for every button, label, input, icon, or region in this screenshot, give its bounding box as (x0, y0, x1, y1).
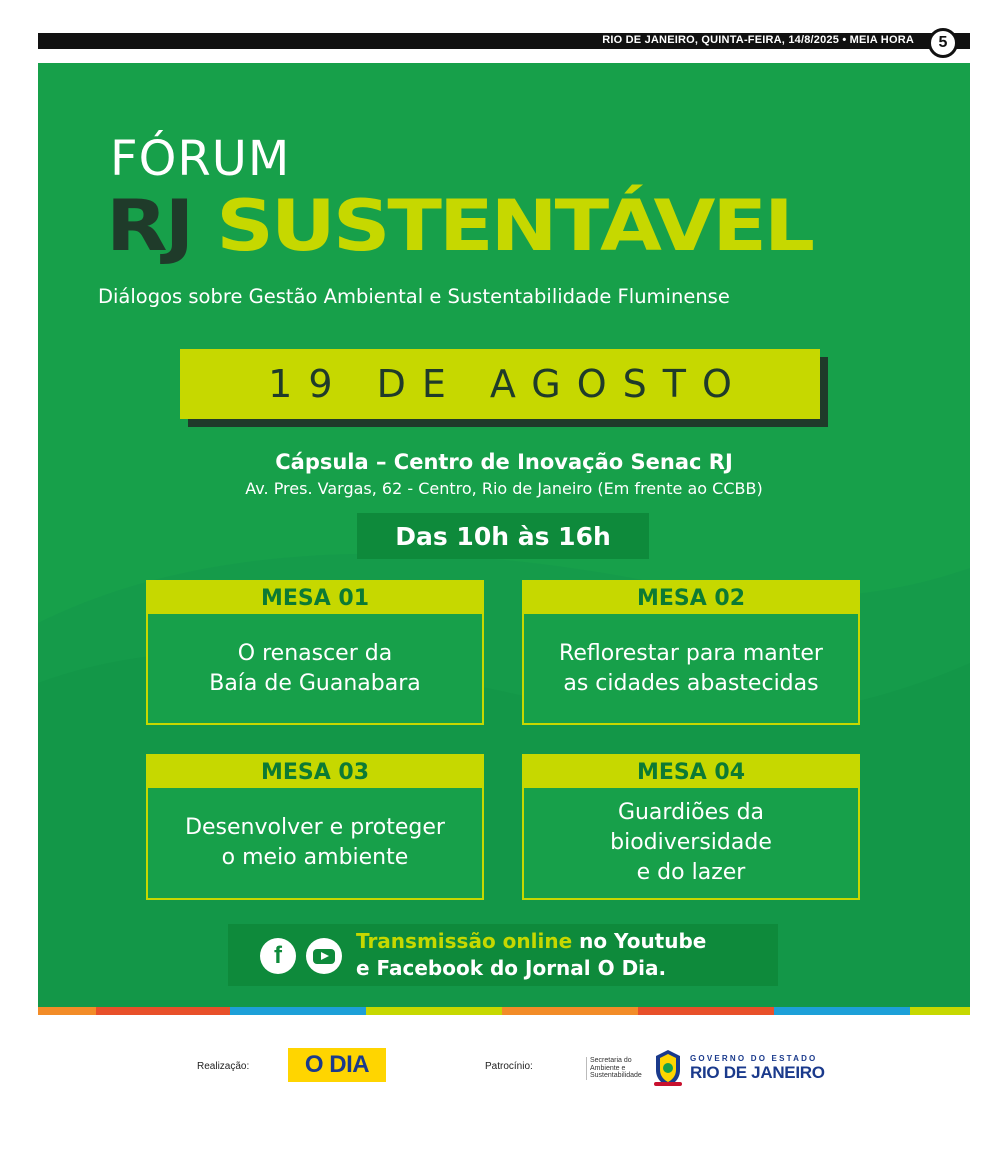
secretaria-line: Sustentabilidade (590, 1072, 642, 1080)
time-box (357, 513, 649, 559)
gov-line-1: GOVERNO DO ESTADO (690, 1054, 818, 1063)
mesa-topic (524, 788, 858, 898)
mesa-label: MESA 04 (524, 756, 858, 788)
mesa-label: MESA 03 (148, 756, 482, 788)
subtitle: Diálogos sobre Gestão Ambiental e Sustentabilidade Fluminense (98, 285, 730, 308)
publication-name: MEIA HORA (849, 34, 914, 46)
mesa-topic-line: biodiversidade (610, 830, 772, 856)
patrocinio-label: Patrocínio: (485, 1061, 533, 1072)
color-stripe (38, 1007, 970, 1015)
title-rj: RJ (106, 184, 192, 267)
streaming-highlight: Transmissão online (356, 929, 573, 953)
dateline (602, 34, 914, 46)
streaming-box (228, 924, 778, 986)
mesa-card (522, 580, 860, 725)
page-number-badge: 5 (928, 28, 958, 58)
dateline-separator: • (842, 34, 847, 46)
stripe-segment (638, 1007, 774, 1015)
o-dia-logo: O DIA (288, 1048, 386, 1082)
mesa-card (146, 580, 484, 725)
gov-line-2: RIO DE JANEIRO (690, 1063, 825, 1082)
mesa-topic-line: e do lazer (636, 859, 746, 885)
mesa-card (146, 754, 484, 900)
facebook-icon: f (260, 938, 296, 974)
stripe-segment (366, 1007, 502, 1015)
mesa-card (522, 754, 860, 900)
title-main (106, 184, 812, 267)
stripe-segment (38, 1007, 96, 1015)
dateline-text: RIO DE JANEIRO, QUINTA-FEIRA, 14/8/2025 (602, 34, 840, 46)
event-date: 19 DE AGOSTO (268, 362, 748, 406)
mesa-topic (148, 788, 482, 898)
realizacao-label: Realização: (197, 1061, 250, 1072)
mesa-topic-line: as cidades abastecidas (563, 670, 819, 696)
mesa-topic (524, 614, 858, 723)
venue-address: Av. Pres. Vargas, 62 - Centro, Rio de Janeiro (Em frente ao CCBB) (245, 479, 763, 498)
stripe-segment (502, 1007, 638, 1015)
mesa-topic-line: Desenvolver e proteger (185, 815, 445, 841)
mesa-topic (148, 614, 482, 723)
title-sustentavel: SUSTENTÁVEL (216, 184, 812, 267)
stripe-segment (774, 1007, 910, 1015)
mesa-topic-line: Reflorestar para manter (559, 640, 823, 666)
event-time: Das 10h às 16h (395, 521, 611, 551)
youtube-icon (306, 938, 342, 974)
mesa-label: MESA 01 (148, 582, 482, 614)
mesa-label: MESA 02 (524, 582, 858, 614)
venue-name: Cápsula – Centro de Inovação Senac RJ (275, 450, 733, 474)
stripe-segment (910, 1007, 970, 1015)
mesa-topic-line: Guardiões da (617, 800, 765, 826)
mesa-topic-line: o meio ambiente (221, 845, 409, 870)
newspaper-header-bar (38, 33, 970, 49)
stripe-segment (230, 1007, 366, 1015)
streaming-line-2: e Facebook do Jornal O Dia. (356, 956, 667, 980)
secretaria-line: Secretaria do (590, 1057, 632, 1064)
secretaria-logo (586, 1057, 656, 1080)
state-seal-icon (652, 1048, 684, 1088)
mesa-topic-line: O renascer da (237, 640, 393, 666)
secretaria-line: Ambiente e (590, 1064, 626, 1072)
title-forum: FÓRUM (110, 131, 291, 187)
streaming-platform: no Youtube (572, 929, 707, 953)
date-box (180, 349, 820, 419)
forum-poster (38, 63, 970, 1007)
stripe-segment (96, 1007, 230, 1015)
streaming-line-1 (356, 929, 706, 953)
mesa-topic-line: Baía de Guanabara (209, 670, 421, 696)
